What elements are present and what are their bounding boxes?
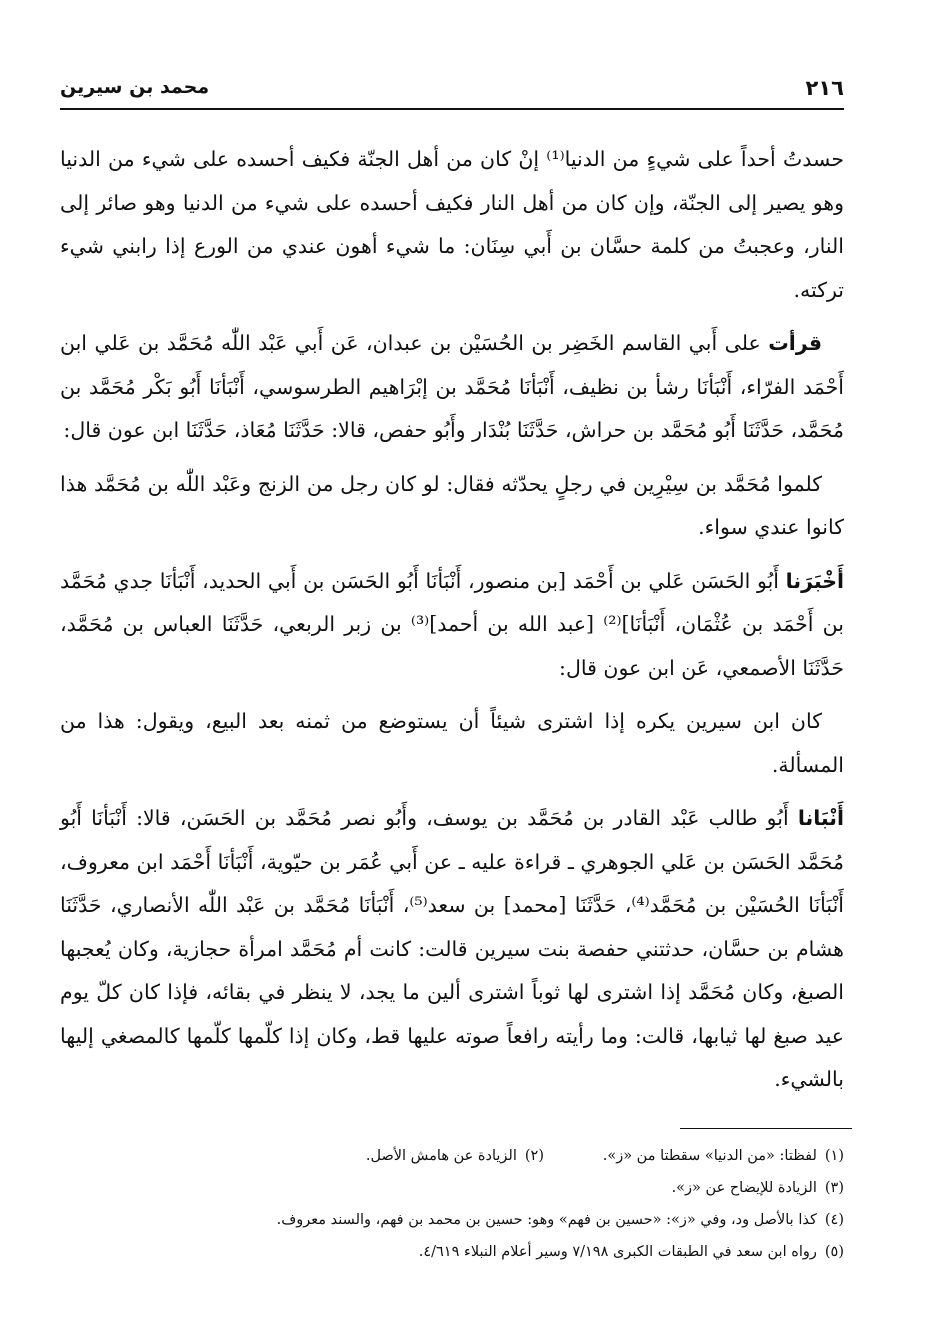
paragraph-6 (60, 797, 844, 1102)
paragraph-2 (60, 322, 844, 453)
paragraph-3 (60, 463, 844, 550)
footnote-mark: (٤) (824, 1212, 844, 1228)
page-header (60, 70, 844, 110)
paragraph-lead-word: قرأت (768, 331, 822, 355)
paragraph-5 (60, 700, 844, 787)
footnote-pair (150, 1140, 844, 1172)
running-title: محمد بن سيرين (60, 76, 210, 98)
paragraph-4 (60, 560, 844, 691)
paragraph-1 (60, 138, 844, 312)
footnote-mark: (٥) (824, 1244, 844, 1260)
footnote-5 (150, 1236, 844, 1268)
footnote-1 (544, 1140, 844, 1172)
paragraph-text: كان ابن سيرين يكره إذا اشترى شيئاً أن يستوضع من ثمنه بعد البيع، ويقول: هذا من المسألة. (60, 709, 844, 777)
footnote-3 (150, 1172, 844, 1204)
footnote-divider (680, 1128, 852, 1129)
paragraph-lead-word: أَنْبَانا (797, 806, 844, 830)
footnote-text: كذا بالأصل ود، وفي «ز»: «حسين بن فهم» وهو: حسين بن محمد بن فهم، والسند معروف. (276, 1212, 817, 1228)
paragraph-lead-word: أَخْبَرَنا (785, 568, 844, 593)
footnote-text: رواه ابن سعد في الطبقات الكبرى ٧/١٩٨ وسير أعلام النبلاء ٤/٦١٩. (418, 1244, 817, 1260)
paragraph-text: حسدتُ أحداً على شيءٍ من الدنيا⁽¹⁾ إنْ كان من أهل الجنّة فكيف أحسده على شيء من الدنيا وهو يصير إلى الجنّة، وإن كان من أهل النار فكيف أحسده على شيء من الدنيا وهو صائر إلى النار، وعجبتُ من كلمة حسَّان بن أَبي سِنَان: ما شيء أهون عندي من الورع إذا رابني شيء تركته. (60, 147, 844, 302)
footnote-2 (366, 1140, 544, 1172)
paragraph-text: على أَبي القاسم الخَضِر بن الحُسَيْن بن عبدان، عَن أَبي عَبْد اللّٰه مُحَمَّد بن عَلي ابن أَحْمَد الفرّاء، أَنْبَأنَا رشأ بن نظيف، أَنْبَأنَا مُحَمَّد بن إبْرَاهيم الطرسوسي، أَنْبَأنَا أَبُو بَكْر مُحَمَّد بن مُحَمَّد، حَدَّثَنَا أَبُو مُحَمَّد بن حراش، حَدَّثَنَا بُنْدَار وأَبُو حفص، قالا: حَدَّثَنَا مُعَاذ، حَدَّثَنَا ابن عون قال: (60, 331, 844, 442)
page-number: ٢١٦ (805, 76, 844, 100)
footnote-text: الزيادة للإيضاح عن «ز». (671, 1180, 817, 1196)
paragraph-text: كلموا مُحَمَّد بن سِيْرِين في رجلٍ يحدّثه فقال: لو كان رجل من الزنج وعَبْد اللّٰه بن مُحَمَّد هذا كانوا عندي سواء. (60, 471, 844, 539)
footnote-text: الزيادة عن هامش الأصل. (365, 1148, 517, 1164)
paragraph-text: أَبُو طالب عَبْد القادر بن مُحَمَّد بن يوسف، وأَبُو نصر مُحَمَّد بن الحَسَن، قالا: أَنْبَأنَا أَبُو مُحَمَّد الحَسَن بن عَلي الجوهري ـ قراءة عليه ـ عن أَبي عُمَر بن حيّوية، أَنْبَأنَا أَحْمَد ابن معروف، أَنْبَأنَا الحُسَيْن بن مُحَمَّد⁽⁴⁾، حَدَّثَنَا [محمد] بن سعد⁽⁵⁾، أَنْبَأنَا مُحَمَّد بن عَبْد اللّٰه الأنصاري، حَدَّثَنَا هشام بن حسَّان، حدثتني حفصة بنت سيرين قالت: كانت أم مُحَمَّد امرأة حجازية، وكان يُعجبها الصبغ، وكان مُحَمَّد إذا اشترى لها ثوباً اشترى ألين ما يجد، لا ينظر في بقائه، فإذا كان كلّ يوم عيد صبغ لها ثيابها، قالت: وما رأيته رافعاً صوته عليها قط، وكان إذا كلّمها كلّمها كالمصغي إليها بالشيء. (60, 806, 844, 1091)
footnote-mark: (٢) (524, 1148, 544, 1164)
paragraph-text: أَبُو الحَسَن عَلي بن أَحْمَد [بن منصور، أَنْبَأنَا أَبُو الحَسَن بن أَبي الحديد، أَنْبَأنَا جدي مُحَمَّد بن أَحْمَد بن عُثْمَان، أَنْبَأنَا]⁽²⁾ [عبد الله بن أحمد]⁽³⁾ بن زبر الربعي، حَدَّثَنَا العباس بن مُحَمَّد، حَدَّثَنَا الأصمعي، عَن ابن عون قال: (60, 568, 844, 680)
footnote-text: لفظتا: «من الدنيا» سقطتا من «ز». (602, 1148, 817, 1164)
footnote-mark: (١) (824, 1148, 844, 1164)
footnote-4 (150, 1204, 844, 1236)
footnotes (150, 1140, 844, 1268)
footnote-mark: (٣) (824, 1180, 844, 1196)
body-text (60, 138, 844, 1112)
